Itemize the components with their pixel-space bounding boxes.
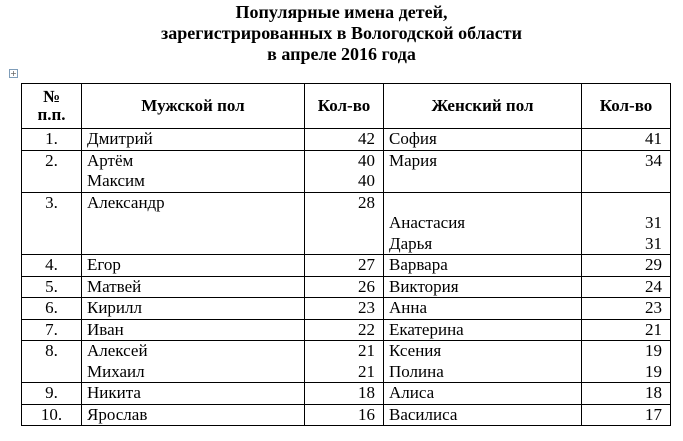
male-name-cell-line: Алексей	[87, 341, 148, 360]
male-name-cell	[82, 192, 305, 255]
female-count-cell	[582, 129, 671, 151]
male-name-cell-line: Никита	[87, 383, 141, 402]
male-name-cell	[82, 129, 305, 151]
female-name-cell-line	[389, 193, 576, 214]
female-name-cell	[384, 404, 582, 426]
male-name-cell-line: Ярослав	[87, 404, 148, 424]
female-count-cell	[582, 319, 671, 341]
male-name-cell	[82, 319, 305, 341]
male-name-cell	[82, 150, 305, 192]
table-row	[22, 150, 671, 192]
female-name-cell-line: Анна	[389, 298, 428, 317]
male-name-cell-line: Матвей	[87, 276, 142, 296]
male-count-cell-line: 18	[358, 383, 375, 402]
male-count-cell-line: 26	[358, 276, 375, 296]
table-row	[22, 276, 671, 298]
row-number: 10.	[22, 404, 82, 426]
female-count-cell	[582, 192, 671, 255]
male-name-cell-line: Максим	[87, 171, 145, 190]
table-row	[22, 341, 671, 383]
male-count-cell-line: 23	[358, 298, 375, 317]
female-count-cell	[582, 341, 671, 383]
male-count-cell	[305, 255, 384, 277]
male-count-cell	[305, 341, 384, 383]
names-table	[21, 83, 671, 426]
title-line-2: зарегистрированных в Вологодской области	[160, 23, 523, 43]
female-count-cell-line: 24	[645, 276, 662, 296]
row-number: 7.	[22, 319, 82, 341]
header-number	[22, 84, 82, 129]
female-name-cell	[384, 192, 582, 255]
title-line-3: в апреле 2016 года	[267, 44, 416, 64]
male-name-cell	[82, 383, 305, 405]
header-number-line-1: №	[42, 87, 61, 106]
male-count-cell-line: 21	[358, 361, 375, 381]
female-count-cell	[582, 383, 671, 405]
male-count-cell	[305, 383, 384, 405]
female-name-cell	[384, 150, 582, 192]
male-count-cell	[305, 150, 384, 192]
male-name-cell-line: Иван	[87, 319, 124, 339]
male-count-cell-line: 21	[358, 341, 375, 360]
female-count-cell-line: 18	[645, 383, 662, 402]
row-number: 3.	[22, 192, 82, 255]
row-number: 5.	[22, 276, 82, 298]
male-name-cell	[82, 298, 305, 320]
table-row	[22, 255, 671, 277]
header-female-count: Кол-во	[582, 84, 671, 129]
female-count-cell-line: 19	[645, 341, 662, 360]
female-count-cell-line: 31	[645, 233, 662, 253]
table-row	[22, 383, 671, 405]
female-name-cell-line: Варвара	[389, 255, 448, 274]
female-name-cell	[384, 276, 582, 298]
female-name-cell-line: Василиса	[389, 404, 458, 424]
move-cross-icon[interactable]: +	[10, 69, 17, 78]
male-count-cell	[305, 319, 384, 341]
female-name-cell	[384, 298, 582, 320]
female-count-cell-line: 21	[645, 319, 662, 339]
male-count-cell	[305, 298, 384, 320]
female-name-cell-line: Анастасия	[389, 213, 466, 232]
female-name-cell-line: София	[389, 129, 437, 148]
female-name-cell-line: Ксения	[389, 341, 442, 360]
male-count-cell	[305, 404, 384, 426]
female-name-cell	[384, 319, 582, 341]
male-name-cell	[82, 276, 305, 298]
row-number: 1.	[22, 129, 82, 151]
header-male-count: Кол-во	[305, 84, 384, 129]
female-count-cell-line: 23	[645, 298, 662, 317]
female-count-cell	[582, 255, 671, 277]
male-name-cell	[82, 341, 305, 383]
female-count-cell-line: 31	[645, 213, 662, 232]
male-count-cell-line: 40	[358, 150, 375, 170]
female-name-cell-line: Алиса	[389, 383, 435, 402]
header-female: Женский пол	[384, 84, 582, 129]
female-count-cell	[582, 150, 671, 192]
row-number: 4.	[22, 255, 82, 277]
table-row	[22, 319, 671, 341]
male-count-cell-line: 40	[358, 171, 375, 190]
title-line-1: Популярные имена детей,	[235, 2, 448, 22]
female-count-cell-line: 17	[645, 404, 662, 424]
female-name-cell-line: Виктория	[389, 276, 459, 296]
row-number: 6.	[22, 298, 82, 320]
header-male: Мужской пол	[82, 84, 305, 129]
female-count-cell	[582, 276, 671, 298]
male-name-cell-line: Егор	[87, 255, 121, 274]
female-name-cell	[384, 383, 582, 405]
male-count-cell	[305, 129, 384, 151]
female-count-cell-line: 19	[645, 361, 662, 381]
male-name-cell	[82, 404, 305, 426]
row-number: 2.	[22, 150, 82, 192]
male-name-cell	[82, 255, 305, 277]
female-name-cell	[384, 341, 582, 383]
female-name-cell	[384, 255, 582, 277]
female-name-cell	[384, 129, 582, 151]
male-count-cell-line: 27	[358, 255, 375, 274]
table-row	[22, 404, 671, 426]
document-title	[0, 2, 683, 65]
row-number: 9.	[22, 383, 82, 405]
table-row	[22, 129, 671, 151]
table-header-row	[22, 84, 671, 129]
male-name-cell-line: Артём	[87, 150, 134, 170]
female-count-cell-line: 41	[645, 129, 662, 148]
female-count-cell-line: 34	[645, 150, 662, 170]
female-name-cell-line: Полина	[389, 361, 444, 381]
male-count-cell-line: 22	[358, 319, 375, 339]
male-name-cell-line: Кирилл	[87, 298, 143, 317]
table-row	[22, 192, 671, 255]
female-name-cell-line: Екатерина	[389, 319, 464, 339]
male-count-cell	[305, 276, 384, 298]
female-name-cell-line: Мария	[389, 150, 438, 170]
male-name-cell-line: Михаил	[87, 361, 145, 381]
female-count-cell	[582, 298, 671, 320]
male-count-cell-line: 16	[358, 404, 375, 424]
male-count-cell	[305, 192, 384, 255]
female-count-cell-line: 29	[645, 255, 662, 274]
female-count-cell-line	[587, 193, 662, 214]
table-row	[22, 298, 671, 320]
male-name-cell-line: Александр	[87, 192, 165, 212]
row-number: 8.	[22, 341, 82, 383]
male-name-cell-line: Дмитрий	[87, 129, 153, 148]
female-count-cell	[582, 404, 671, 426]
male-count-cell-line: 28	[358, 192, 375, 212]
header-number-line-2: п.п.	[37, 105, 66, 124]
female-name-cell-line: Дарья	[389, 233, 433, 253]
male-count-cell-line: 42	[358, 129, 375, 148]
